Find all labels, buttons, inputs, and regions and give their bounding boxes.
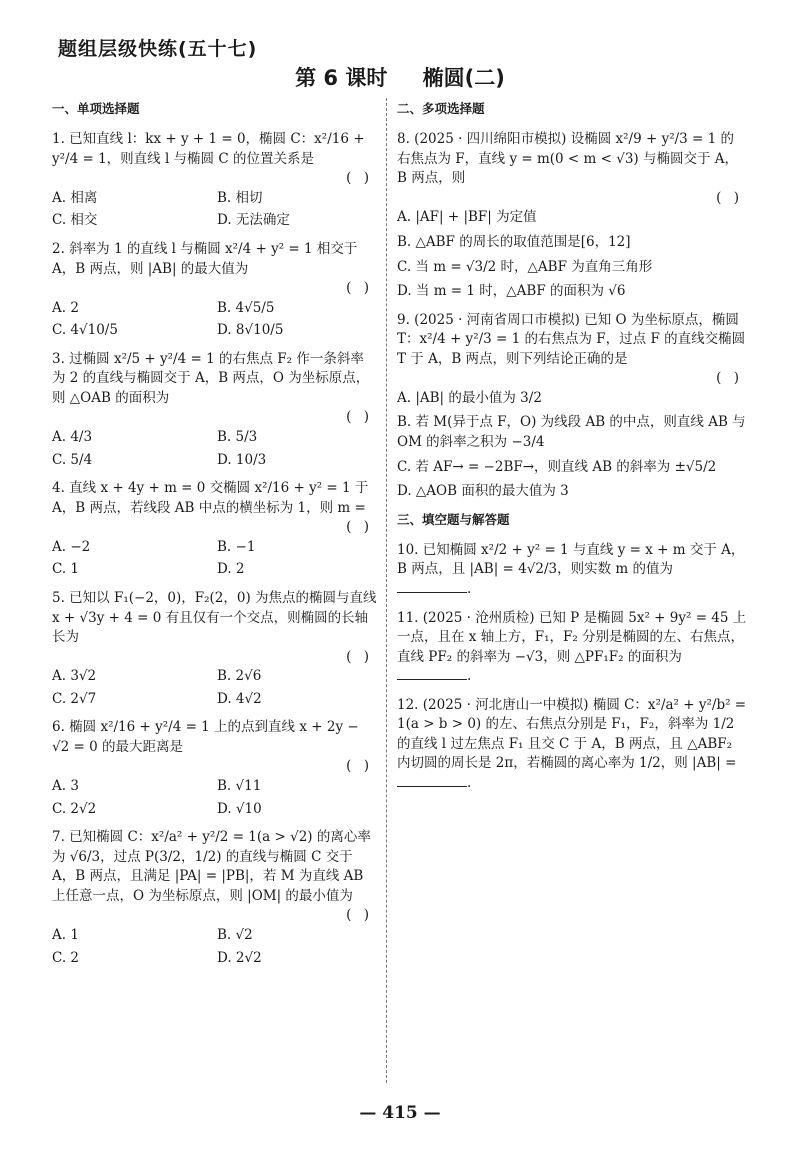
option-d: D. △AOB 面积的最大值为 3 [397,483,569,500]
lesson-label: 第 6 课时 [295,66,388,90]
option-c: C. 2 [52,949,80,966]
question-4 [52,479,377,580]
answer-paren: ( ) [346,907,373,924]
question-6 [52,718,377,819]
question-stem: 8. (2025 · 四川绵阳市模拟) 设椭圆 x²/9 + y²/3 = 1 的右焦点为 F，直线 y = m(0 < m < √3) 与椭圆交于 A，B 两点，则 [397,131,739,187]
option-c: C. 当 m = √3/2 时，△ABF 为直角三角形 [397,258,653,275]
lesson-title [0,62,800,92]
option-b: B. 相切 [217,189,263,206]
left-column [52,100,377,977]
option-b: B. 若 M(异于点 F，O) 为线段 AB 的中点，则直线 AB 与 OM 的斜率之积为 −3/4 [397,414,746,450]
option-b: B. △ABF 的周长的取值范围是[6，12] [397,233,631,250]
question-stem: 11. (2025 · 沧州质检) 已知 P 是椭圆 5x² + 9y² = 45 上一点，且在 x 轴上方，F₁，F₂ 分别是椭圆的左、右焦点，直线 PF₂ 的斜率为 −√3，则 △PF₁F₂ 的面积为 [397,609,747,665]
option-c: C. 1 [52,561,80,578]
option-b: B. √11 [217,778,262,794]
options [52,538,377,580]
options [52,777,377,819]
answer-paren: ( ) [346,280,373,297]
option-c: C. 2√7 [52,690,97,707]
question-12 [397,696,747,794]
option-b: B. √2 [217,926,253,943]
lesson-topic: 椭圆(二) [422,66,505,90]
answer-paren: ( ) [716,189,743,206]
option-d: D. 8√10/5 [217,322,284,339]
question-5 [52,589,377,709]
answer-paren: ( ) [346,409,373,426]
right-column [397,100,747,803]
option-a: A. 2 [52,299,79,316]
options [397,208,747,301]
stem-tail: . [467,775,472,791]
question-stem: 5. 已知以 F₁(−2，0)，F₂(2，0) 为焦点的椭圆与直线 x + √3y + 4 = 0 有且仅有一个交点，则椭圆的长轴长为 [52,589,377,646]
option-a: A. 4/3 [52,429,93,445]
option-d: D. 2√2 [217,949,262,966]
question-stem: 3. 过椭圆 x²/5 + y²/4 = 1 的右焦点 F₂ 作一条斜率为 2 的直线与椭圆交于 A，B 两点，O 为坐标原点，则 △OAB 的面积为 [52,350,370,406]
question-7 [52,828,377,968]
options [52,926,377,968]
answer-paren: ( ) [346,648,373,665]
stem-tail: . [467,580,472,597]
answer-paren: ( ) [346,519,373,536]
question-8 [397,130,747,302]
section-fill-in: 三、填空题与解答题 [397,511,510,527]
section-multi-choice: 二、多项选择题 [397,101,485,116]
question-stem: 10. 已知椭圆 x²/2 + y² = 1 与直线 y = x + m 交于 A，B 两点，且 |AB| = 4√2/3，则实数 m 的值为 [397,541,745,578]
option-a: A. −2 [52,538,91,555]
option-a: A. 3 [52,778,79,794]
question-1 [52,130,377,231]
option-c: C. 相交 [52,212,98,229]
option-c: C. 2√2 [52,800,97,817]
question-stem: 9. (2025 · 河南省周口市模拟) 已知 O 为坐标原点，椭圆 T：x²/4 + y²/3 = 1 的右焦点为 F，过点 F 的直线交椭圆 T 于 A，B 两点，则下列结论正确的是 [397,311,746,367]
answer-paren: ( ) [346,758,373,775]
option-b: B. −1 [217,538,256,555]
question-stem: 6. 椭圆 x²/16 + y²/4 = 1 上的点到直线 x + 2y − √2 = 0 的最大距离是 [52,719,359,755]
option-a: A. |AB| 的最小值为 3/2 [397,389,542,406]
column-divider [386,98,387,1083]
option-b: B. 4√5/5 [217,299,275,316]
option-d: D. √10 [217,800,262,817]
option-c: C. 5/4 [52,451,93,468]
question-stem: 4. 直线 x + 4y + m = 0 交椭圆 x²/16 + y² = 1 于 A，B 两点，若线段 AB 中点的横坐标为 1，则 m = [52,480,369,516]
options [397,389,747,502]
question-2 [52,240,377,341]
question-11 [397,609,747,687]
question-9 [397,311,747,502]
question-stem: 7. 已知椭圆 C：x²/a² + y²/2 = 1(a > √2) 的离心率为 √6/3，过点 P(3/2，1/2) 的直线与椭圆 C 交于 A，B 两点，且满足 |PA| = |PB|，若 M 为直线 AB 上任意一点，O 为坐标原点，则 |OM| 的最小值为 [52,829,371,904]
page-number: — 415 — [359,1103,441,1123]
option-b: B. 2√6 [217,668,262,685]
option-d: D. 无法确定 [217,212,290,229]
question-3 [52,350,377,470]
answer-paren: ( ) [346,170,373,187]
options [52,667,377,709]
question-stem: 1. 已知直线 l：kx + y + 1 = 0，椭圆 C：x²/16 + y²/4 = 1，则直线 l 与椭圆 C 的位置关系是 [52,131,365,167]
option-d: D. 4√2 [217,690,262,707]
options [52,299,377,341]
option-a: A. 1 [52,926,79,943]
section-single-choice: 一、单项选择题 [52,101,140,116]
answer-blank[interactable] [397,774,467,787]
option-c: C. 4√10/5 [52,322,118,339]
option-b: B. 5/3 [217,429,258,445]
series-title: 题组层级快练(五十七) [58,38,258,60]
option-a: A. 3√2 [52,668,97,685]
question-10 [397,541,747,600]
options [52,189,377,231]
options [52,428,377,470]
option-c: C. 若 AF→ = −2BF→，则直线 AB 的斜率为 ±√5/2 [397,458,717,475]
option-d: D. 2 [217,561,245,578]
option-a: A. |AF| + |BF| 为定值 [397,209,537,226]
answer-paren: ( ) [716,370,743,387]
option-a: A. 相离 [52,189,98,206]
page-number-value: 415 [382,1103,418,1123]
question-stem: 12. (2025 · 河北唐山一中模拟) 椭圆 C：x²/a² + y²/b² = 1(a > b > 0) 的左、右焦点分别是 F₁，F₂，斜率为 1/2 的直线 l 过左焦点 F₁ 且交 C 于 A，B 两点，且 △ABF₂ 内切圆的周长是 2π，若椭圆的离心率为 1/2，则 |AB| = [397,696,747,772]
stem-tail: . [467,668,472,685]
question-stem: 2. 斜率为 1 的直线 l 与椭圆 x²/4 + y² = 1 相交于 A，B 两点，则 |AB| 的最大值为 [52,240,358,277]
answer-blank[interactable] [397,667,467,680]
option-d: D. 10/3 [217,451,267,468]
answer-blank[interactable] [397,580,467,593]
option-d: D. 当 m = 1 时，△ABF 的面积为 √6 [397,283,626,300]
